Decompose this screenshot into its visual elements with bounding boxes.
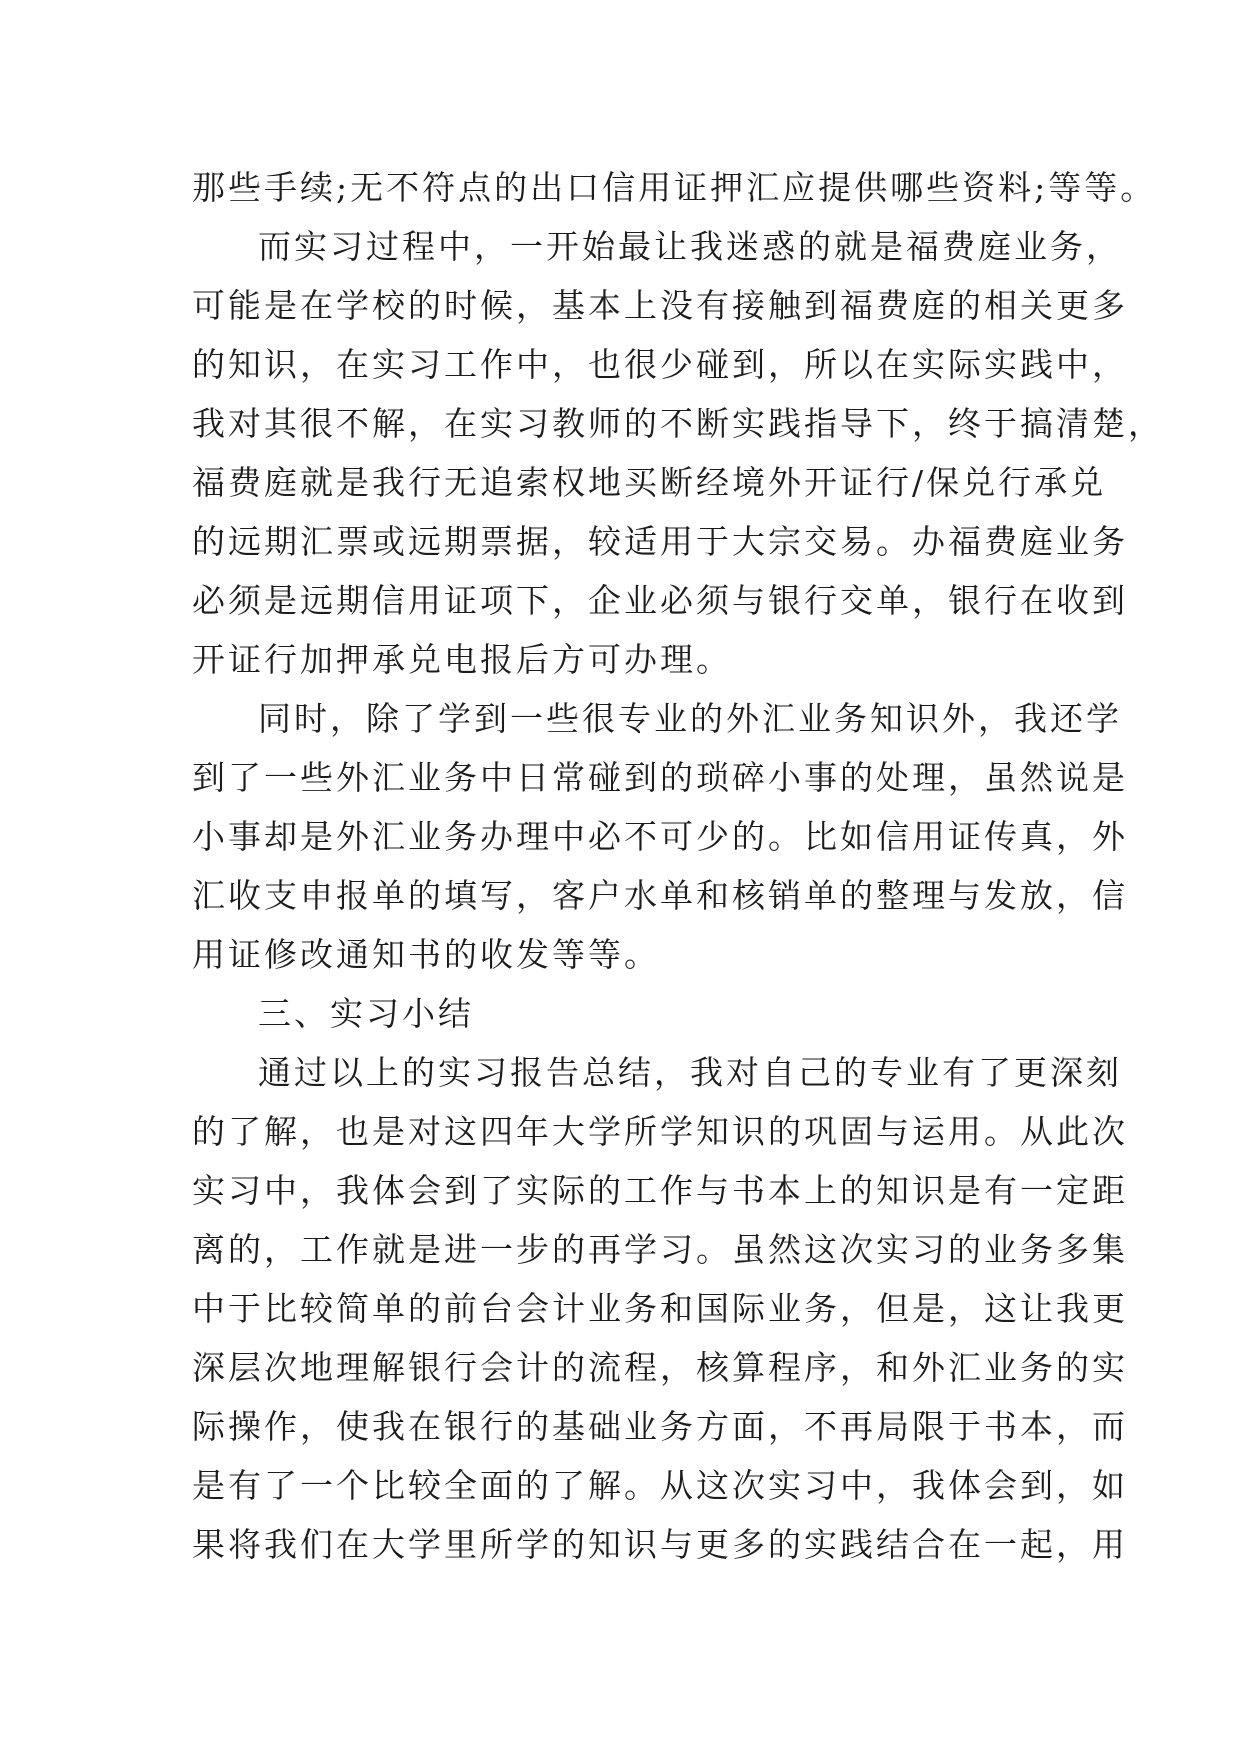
text-line: 可能是在学校的时候，基本上没有接触到福费庭的相关更多 bbox=[192, 286, 1128, 325]
section-heading: 三、实习小结 bbox=[258, 994, 474, 1033]
text-line: 开证行加押承兑电报后方可办理。 bbox=[192, 640, 732, 679]
text-line: 果将我们在大学里所学的知识与更多的实践结合在一起，用 bbox=[192, 1525, 1128, 1564]
text-line: 那些手续;无不符点的出口信用证押汇应提供哪些资料;等等。 bbox=[192, 168, 1157, 207]
text-line: 的远期汇票或远期票据，较适用于大宗交易。办福费庭业务 bbox=[192, 522, 1128, 561]
text-line: 中于比较简单的前台会计业务和国际业务，但是，这让我更 bbox=[192, 1289, 1128, 1328]
text-line: 我对其很不解，在实习教师的不断实践指导下，终于搞清楚， bbox=[192, 404, 1164, 443]
text-line: 到了一些外汇业务中日常碰到的琐碎小事的处理，虽然说是 bbox=[192, 758, 1128, 797]
text-line: 是有了一个比较全面的了解。从这次实习中，我体会到，如 bbox=[192, 1466, 1128, 1505]
document-body bbox=[192, 158, 1164, 1574]
text-line: 际操作，使我在银行的基础业务方面，不再局限于书本，而 bbox=[192, 1407, 1128, 1446]
text-line: 用证修改通知书的收发等等。 bbox=[192, 935, 660, 974]
text-line: 小事却是外汇业务办理中必不可少的。比如信用证传真，外 bbox=[192, 817, 1128, 856]
paragraph-first-line: 同时，除了学到一些很专业的外汇业务知识外，我还学 bbox=[258, 699, 1122, 738]
text-line: 福费庭就是我行无追索权地买断经境外开证行/保兑行承兑 bbox=[192, 463, 1107, 502]
text-line: 汇收支申报单的填写，客户水单和核销单的整理与发放，信 bbox=[192, 876, 1128, 915]
text-line: 的知识，在实习工作中，也很少碰到，所以在实际实践中， bbox=[192, 345, 1128, 384]
text-line: 的了解，也是对这四年大学所学知识的巩固与运用。从此次 bbox=[192, 1112, 1128, 1151]
text-line: 实习中，我体会到了实际的工作与书本上的知识是有一定距 bbox=[192, 1171, 1128, 1210]
paragraph-first-line: 而实习过程中，一开始最让我迷惑的就是福费庭业务， bbox=[258, 227, 1122, 266]
text-line: 必须是远期信用证项下，企业必须与银行交单，银行在收到 bbox=[192, 581, 1128, 620]
paragraph-first-line: 通过以上的实习报告总结，我对自己的专业有了更深刻 bbox=[258, 1053, 1122, 1092]
text-line: 离的，工作就是进一步的再学习。虽然这次实习的业务多集 bbox=[192, 1230, 1128, 1269]
text-line: 深层次地理解银行会计的流程，核算程序，和外汇业务的实 bbox=[192, 1348, 1128, 1387]
